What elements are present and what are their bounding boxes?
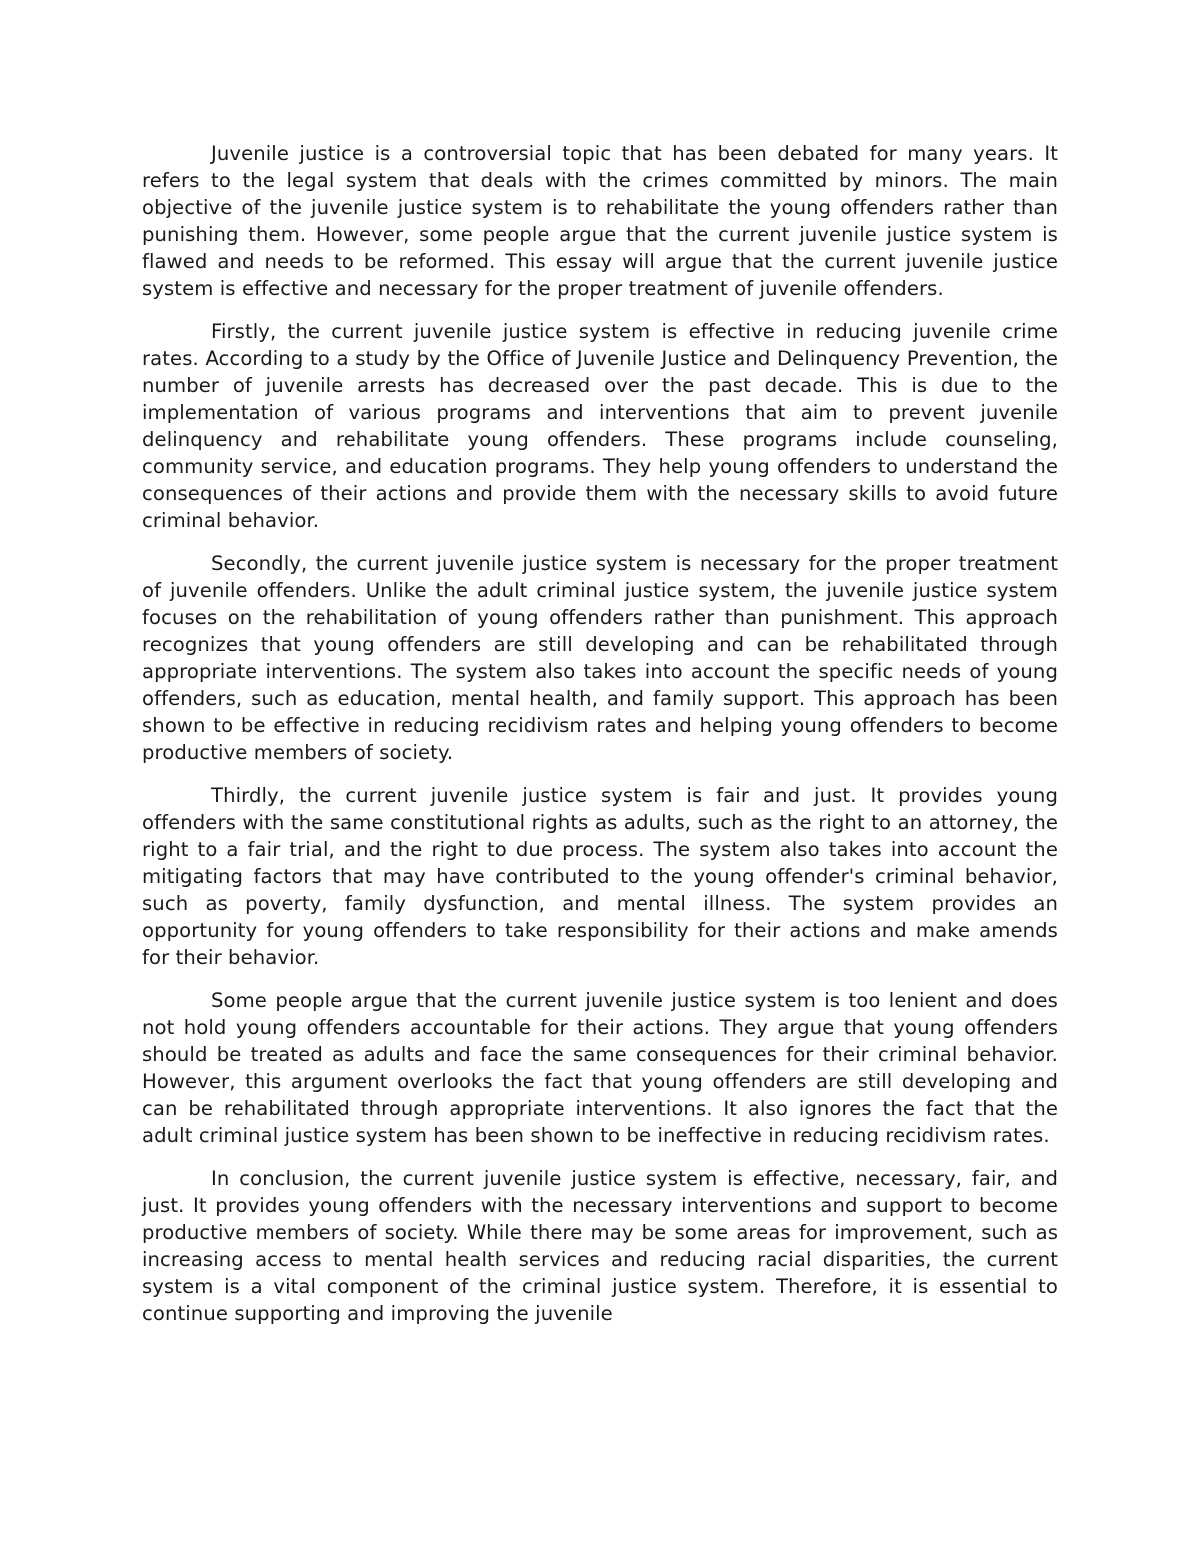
paragraph-firstly: Firstly, the current juvenile justice system is effective in reducing juvenile crime rates. According to a study by the Office of Juvenile Justice and Delinquency Prevention, the number of juvenile arrests has decreased over the past decade. This is due to the implementation of various programs and interventions that aim to prevent juvenile delinquency and rehabilitate young offenders. These programs include counseling, community service, and education programs. They help young offenders to understand the consequences of their actions and provide them with the necessary skills to avoid future criminal behavior. <box>142 320 1058 532</box>
paragraph-conclusion: In conclusion, the current juvenile justice system is effective, necessary, fair, and just. It provides young offenders with the necessary interventions and support to become productive members of society. While there may be some areas for improvement, such as increasing access to mental health services and reducing racial disparities, the current system is a vital component of the criminal justice system. Therefore, it is essential to continue supporting and improving the juvenile <box>142 1167 1058 1325</box>
document-page <box>142 140 1058 1343</box>
paragraph-counterargument: Some people argue that the current juvenile justice system is too lenient and does not hold young offenders accountable for their actions. They argue that young offenders should be treated as adults and face the same consequences for their criminal behavior. However, this argument overlooks the fact that young offenders are still developing and can be rehabilitated through appropriate interventions. It also ignores the fact that the adult criminal justice system has been shown to be ineffective in reducing recidivism rates. <box>142 989 1058 1147</box>
paragraph-secondly: Secondly, the current juvenile justice system is necessary for the proper treatment of juvenile offenders. Unlike the adult criminal justice system, the juvenile justice system focuses on the rehabilitation of young offenders rather than punishment. This approach recognizes that young offenders are still developing and can be rehabilitated through appropriate interventions. The system also takes into account the specific needs of young offenders, such as education, mental health, and family support. This approach has been shown to be effective in reducing recidivism rates and helping young offenders to become productive members of society. <box>142 552 1058 764</box>
paragraph-thirdly: Thirdly, the current juvenile justice system is fair and just. It provides young offenders with the same constitutional rights as adults, such as the right to an attorney, the right to a fair trial, and the right to due process. The system also takes into account the mitigating factors that may have contributed to the young offender's criminal behavior, such as poverty, family dysfunction, and mental illness. The system provides an opportunity for young offenders to take responsibility for their actions and make amends for their behavior. <box>142 784 1058 969</box>
paragraph-introduction: Juvenile justice is a controversial topic that has been debated for many years. It refers to the legal system that deals with the crimes committed by minors. The main objective of the juvenile justice system is to rehabilitate the young offenders rather than punishing them. However, some people argue that the current juvenile justice system is flawed and needs to be reformed. This essay will argue that the current juvenile justice system is effective and necessary for the proper treatment of juvenile offenders. <box>142 142 1058 300</box>
